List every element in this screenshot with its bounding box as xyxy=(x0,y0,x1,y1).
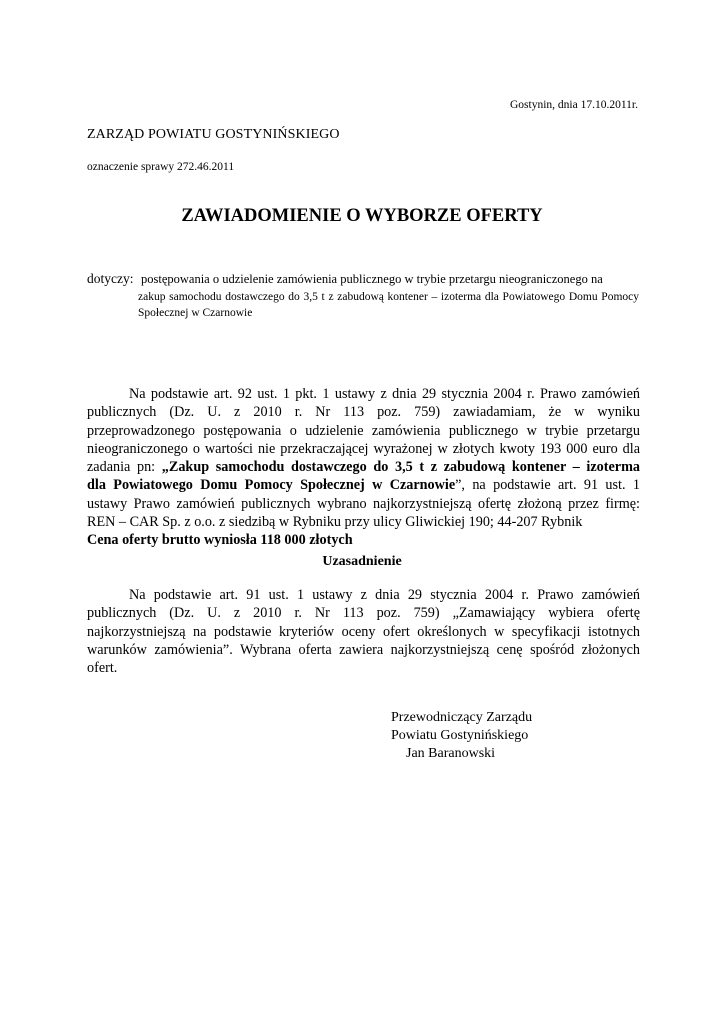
case-reference: oznaczenie sprawy 272.46.2011 xyxy=(87,161,235,173)
decision-line xyxy=(87,476,640,494)
issuing-organization: ZARZĄD POWIATU GOSTYNIŃSKIEGO xyxy=(87,127,340,142)
justification-line: Na podstawie art. 91 ust. 1 ustawy z dnia 29 stycznia 2004 r. Prawo zamówień xyxy=(129,587,640,603)
signatory-name: Jan Baranowski xyxy=(406,746,496,761)
document-title: ZAWIADOMIENIE O WYBORZE OFERTY xyxy=(181,206,543,226)
winning-company: REN – CAR Sp. z o.o. z siedzibą w Rybniku przy ulicy Gliwickiej 190; 44-207 Rybnik xyxy=(87,514,583,531)
offer-price: Cena oferty brutto wyniosła 118 000 złotych xyxy=(87,532,353,549)
subject-label: dotyczy: xyxy=(87,271,134,286)
document-date: Gostynin, dnia 17.10.2011r. xyxy=(510,99,638,111)
decision-line: ustawy Prawo zamówień publicznych wybrano najkorzystniejszą ofertę złożoną przez firmę: xyxy=(87,495,640,512)
signature-block xyxy=(391,709,532,763)
subject-first-line: postępowania o udzielenie zamówienia publicznego w trybie przetargu nieograniczonego na xyxy=(141,272,603,286)
decision-paragraph xyxy=(87,385,640,550)
task-name-part1: „Zakup samochodu dostawczego do 3,5 t z zabudową kontener – izoterma xyxy=(161,459,640,476)
justification-line: warunków zamówienia”. Wybrana oferta zawiera najkorzystniejszą cenę spośród złożonych xyxy=(87,641,640,658)
justification-line: najkorzystniejszą na podstawie kryteriów oceny ofert określonych w specyfikacji istotnych xyxy=(87,623,640,640)
justification-line: ofert. xyxy=(87,660,118,677)
decision-line: nieograniczonego o wartości nie przekraczającej wyrażonej w złotych kwoty 193 000 euro dla xyxy=(87,440,640,457)
signatory-role: Przewodniczący Zarządu xyxy=(391,710,533,725)
decision-line: Na podstawie art. 92 ust. 1 pkt. 1 ustawy z dnia 29 stycznia 2004 r. Prawo zamówień xyxy=(129,386,640,402)
task-suffix: ”, na podstawie art. 91 ust. 1 xyxy=(455,477,640,494)
decision-line xyxy=(87,458,640,476)
justification-heading: Uzasadnienie xyxy=(322,554,402,569)
task-prefix: zadania pn: xyxy=(87,459,162,476)
justification-line: publicznych (Dz. U. z 2010 r. Nr 113 poz. 759) „Zamawiający wybiera ofertę xyxy=(87,605,640,622)
task-name-part2: dla Powiatowego Domu Pomocy Społecznej w Czarnowie xyxy=(87,477,456,494)
signatory-body: Powiatu Gostynińskiego xyxy=(391,728,529,743)
decision-line: publicznych (Dz. U. z 2010 r. Nr 113 poz. 759) zawiadamiam, że w wyniku xyxy=(87,404,640,421)
subject-continuation: zakup samochodu dostawczego do 3,5 t z zabudową kontener – izoterma dla Powiatowego Domu Pomocy Społecznej w Czarnowie xyxy=(138,291,639,319)
justification-paragraph xyxy=(87,586,640,677)
decision-line: przeprowadzonego postępowania o udzielenie zamówienia publicznego w trybie przetargu xyxy=(87,422,640,439)
